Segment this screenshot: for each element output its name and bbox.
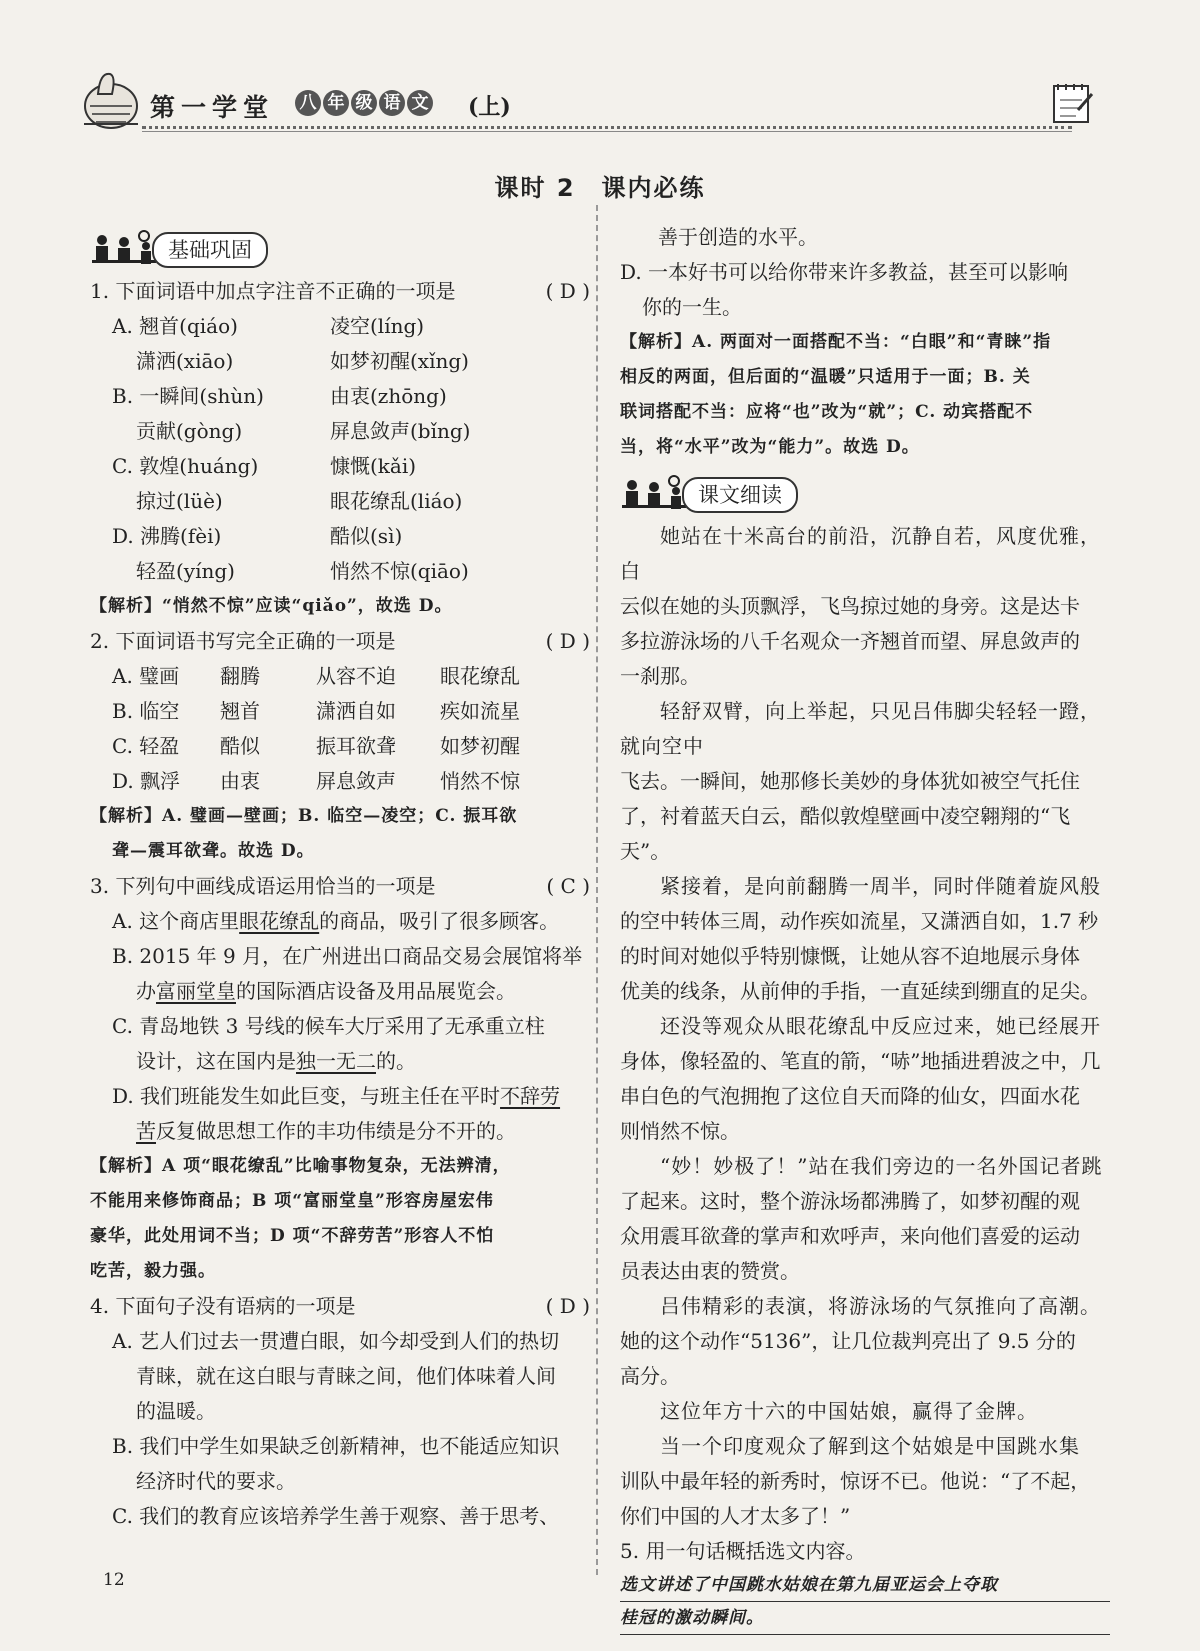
explanation: 当，将“水平”改为“能力”。故选 D。 — [620, 437, 920, 457]
question-answer: ( D ) — [545, 279, 590, 303]
passage-line: “妙！妙极了！”站在我们旁边的一名外国记者跳 — [660, 1154, 1103, 1178]
option: 振耳欲聋 — [316, 734, 396, 758]
students-icon — [620, 475, 690, 511]
option-text: 的。 — [376, 1049, 416, 1073]
question-stem: 4. 下面句子没有语病的一项是 — [90, 1294, 356, 1318]
header-rule — [142, 126, 1072, 129]
option: 轻盈(yíng) — [136, 559, 235, 583]
passage-line: 了起来。这时，整个游泳场都沸腾了，如梦初醒的观 — [620, 1189, 1080, 1213]
thumbs-up-icon — [80, 66, 142, 132]
passage-line: 紧接着，是向前翻腾一周半，同时伴随着旋风般 — [660, 874, 1101, 898]
option: 如梦初醒 — [440, 734, 520, 758]
option — [90, 974, 590, 1009]
grade-badge — [295, 90, 433, 116]
option: 屏息敛声(bǐng) — [330, 419, 471, 443]
option: 悄然不惊(qiāo) — [330, 559, 469, 583]
passage-line: 你们中国的人才太多了！” — [620, 1504, 851, 1528]
page-header — [80, 60, 1100, 140]
option: 掠过(lüè) — [136, 489, 223, 513]
option: 由衷(zhōng) — [330, 384, 447, 408]
passage-line: 云似在她的头顶飘浮，飞鸟掠过她的身旁。这是达卡 — [620, 594, 1080, 618]
option: B. 一瞬间(shùn) — [112, 384, 264, 408]
question-3 — [90, 869, 590, 1289]
option: 酷似(sì) — [330, 524, 403, 548]
explanation: 不能用来修饰商品；B 项“富丽堂皇”形容房屋宏伟 — [90, 1191, 494, 1211]
explanation: 【解析】A. 两面对一面搭配不当：“白眼”和“青睐”指 — [620, 332, 1052, 352]
question-answer: ( C ) — [546, 874, 590, 898]
grade-char: 文 — [407, 90, 433, 116]
option: 眼花缭乱(liáo) — [330, 489, 463, 513]
option: 悄然不惊 — [440, 769, 520, 793]
option: 潇洒自如 — [316, 699, 396, 723]
option — [90, 1079, 590, 1114]
option-text: 设计，这在国内是 — [136, 1049, 296, 1073]
option-text: D. 我们班能发生如此巨变，与班主任在平时 — [112, 1084, 501, 1108]
passage-line: 众用震耳欲聋的掌声和欢呼声，来向他们喜爱的运动 — [620, 1224, 1080, 1248]
option: 屏息敛声 — [316, 769, 396, 793]
passage-line: 她站在十米高台的前沿，沉静自若，风度优雅，白 — [620, 524, 1101, 583]
option: B. 我们中学生如果缺乏创新精神，也不能适应知识 — [112, 1434, 560, 1458]
passage-line: 还没等观众从眼花缭乱中反应过来，她已经展开 — [660, 1014, 1101, 1038]
option: A. 璧画 — [112, 664, 180, 688]
column-divider — [596, 205, 598, 1575]
passage-line: 了，衬着蓝天白云，酷似敦煌壁画中凌空翱翔的“飞天”。 — [620, 804, 1071, 863]
option: 你的一生。 — [642, 295, 742, 319]
underlined-idiom: 苦 — [136, 1119, 156, 1143]
underlined-idiom: 富丽堂皇 — [156, 979, 236, 1003]
option: 的温暖。 — [136, 1399, 216, 1423]
option-row — [90, 694, 590, 729]
explanation: 联词搭配不当：应将“也”改为“就”；C. 动宾搭配不 — [620, 402, 1034, 422]
passage-line: 员表达由衷的赞赏。 — [620, 1259, 800, 1283]
page-number: 12 — [103, 1570, 125, 1590]
reading-passage — [620, 519, 1110, 1534]
option: 贡献(gòng) — [136, 419, 243, 443]
passage-line: 高分。 — [620, 1364, 680, 1388]
passage-line: 当一个印度观众了解到这个姑娘是中国跳水集 — [660, 1434, 1080, 1458]
option: C. 敦煌(huáng) — [112, 454, 259, 478]
handwritten-answer: 桂冠的激动瞬间。 — [620, 1602, 1110, 1635]
option-text: 办 — [136, 979, 156, 1003]
underlined-idiom: 不辞劳 — [500, 1084, 561, 1108]
passage-line: 串白色的气泡拥抱了这位自天而降的仙女，四面水花 — [620, 1084, 1080, 1108]
option: 凌空(líng) — [330, 314, 425, 338]
explanation: 【解析】A. 璧画—壁画；B. 临空—凌空；C. 振耳欲 — [90, 806, 518, 826]
option: 善于创造的水平。 — [658, 225, 818, 249]
question-answer: ( D ) — [545, 629, 590, 653]
option: D. 沸腾(fèi) — [112, 524, 222, 548]
option: C. 我们的教育应该培养学生善于观察、善于思考、 — [112, 1504, 560, 1528]
option — [90, 1044, 590, 1079]
option: B. 临空 — [112, 699, 180, 723]
question-5 — [620, 1534, 1110, 1635]
passage-line: 训队中最年轻的新秀时，惊讶不已。他说：“了不起， — [620, 1469, 1091, 1493]
grade-char: 八 — [295, 90, 321, 116]
option: 潇洒(xiāo) — [136, 349, 234, 373]
lesson-title: 课时 2 课内必练 — [494, 174, 706, 202]
option: 由衷 — [220, 769, 260, 793]
option: 如梦初醒(xǐng) — [330, 349, 469, 373]
explanation: 相反的两面，但后面的“温暖”只适用于一面；B. 关 — [620, 367, 1031, 387]
grade-char: 级 — [351, 90, 377, 116]
explanation: 【解析】A 项“眼花缭乱”比喻事物复杂，无法辨清， — [90, 1156, 511, 1176]
option: 翻腾 — [220, 664, 260, 688]
underlined-idiom: 独一无二 — [296, 1049, 376, 1073]
question-stem: 5. 用一句话概括选文内容。 — [620, 1539, 866, 1563]
question-4 — [90, 1289, 590, 1534]
option-row — [90, 729, 590, 764]
option: A. 翘首(qiáo) — [112, 314, 238, 338]
passage-line: 轻舒双臂，向上举起，只见吕伟脚尖轻轻一蹬，就向空中 — [620, 699, 1101, 758]
section-header-reading — [620, 473, 1110, 513]
option: 眼花缭乱 — [440, 664, 520, 688]
option: 经济时代的要求。 — [136, 1469, 296, 1493]
option: 疾如流星 — [440, 699, 520, 723]
passage-line: 飞去。一瞬间，她那修长美妙的身体犹如被空气托住 — [620, 769, 1080, 793]
passage-line: 则悄然不惊。 — [620, 1119, 740, 1143]
option: A. 艺人们过去一贯遭白眼，如今却受到人们的热切 — [112, 1329, 560, 1353]
option — [90, 1114, 590, 1149]
header-rule — [142, 131, 1072, 132]
question-stem: 3. 下列句中画线成语运用恰当的一项是 — [90, 874, 436, 898]
option: C. 青岛地铁 3 号线的候车大厅采用了无承重立柱 — [112, 1014, 545, 1038]
option: D. 飘浮 — [112, 769, 181, 793]
explanation: 聋—震耳欲聋。故选 D。 — [112, 841, 315, 861]
grade-char: 年 — [323, 90, 349, 116]
explanation: 豪华，此处用词不当；D 项“不辞劳苦”形容人不怕 — [90, 1226, 495, 1246]
option: B. 2015 年 9 月，在广州进出口商品交易会展馆将举 — [112, 944, 583, 968]
passage-line: 多拉游泳场的八千名观众一齐翘首而望、屏息敛声的 — [620, 629, 1080, 653]
question-answer: ( D ) — [545, 1294, 590, 1318]
option: 酷似 — [220, 734, 260, 758]
option: C. 轻盈 — [112, 734, 180, 758]
passage-line: 的空中转体三周，动作疾如流星，又潇洒自如，1.7 秒 — [620, 909, 1099, 933]
passage-line: 的时间对她似乎特别慷慨，让她从容不迫地展示身体 — [620, 944, 1080, 968]
underlined-idiom: 眼花缭乱 — [239, 909, 320, 933]
question-stem: 2. 下面词语书写完全正确的一项是 — [90, 629, 396, 653]
option-row — [90, 659, 590, 694]
option-text: 反复做思想工作的丰功伟绩是分不开的。 — [156, 1119, 516, 1143]
option-text: A. 这个商店里 — [112, 909, 240, 933]
passage-line: 吕伟精彩的表演，将游泳场的气氛推向了高潮。 — [660, 1294, 1101, 1318]
section-label: 基础巩固 — [152, 232, 268, 268]
explanation: 吃苦，毅力强。 — [90, 1261, 216, 1281]
question-stem: 1. 下面词语中加点字注音不正确的一项是 — [90, 279, 456, 303]
question-2 — [90, 624, 590, 869]
option: 慷慨(kǎi) — [330, 454, 417, 478]
passage-line: 她的这个动作“5136”，让几位裁判亮出了 9.5 分的 — [620, 1329, 1076, 1353]
option — [90, 904, 590, 939]
grade-char: 语 — [379, 90, 405, 116]
passage-line: 一刹那。 — [620, 664, 700, 688]
option: 翘首 — [220, 699, 260, 723]
passage-line: 身体，像轻盈的、笔直的箭，“哧”地插进碧波之中，几 — [620, 1049, 1101, 1073]
right-column — [620, 220, 1110, 1635]
passage-line: 这位年方十六的中国姑娘，赢得了金牌。 — [660, 1399, 1038, 1423]
notebook-icon — [1048, 80, 1096, 126]
left-column — [90, 220, 590, 1534]
option-text: 的商品，吸引了很多顾客。 — [319, 909, 560, 933]
brand-title: 第一学堂 — [150, 93, 275, 122]
section-label: 课文细读 — [682, 477, 798, 513]
option: 从容不迫 — [316, 664, 396, 688]
explanation: 【解析】“悄然不惊”应读“qiǎo”，故选 D。 — [90, 596, 453, 616]
grade-suffix: (上) — [468, 94, 511, 120]
question-1 — [90, 274, 590, 624]
passage-line: 优美的线条，从前伸的手指，一直延续到绷直的足尖。 — [620, 979, 1100, 1003]
option: 青睐，就在这白眼与青睐之间，他们体味着人间 — [136, 1364, 556, 1388]
students-icon — [90, 230, 160, 266]
option: D. 一本好书可以给你带来许多教益，甚至可以影响 — [620, 260, 1069, 284]
option-row — [90, 764, 590, 799]
handwritten-answer: 选文讲述了中国跳水姑娘在第九届亚运会上夺取 — [620, 1569, 1110, 1602]
section-header-basics — [90, 228, 590, 268]
option-text: 的国际酒店设备及用品展览会。 — [236, 979, 516, 1003]
